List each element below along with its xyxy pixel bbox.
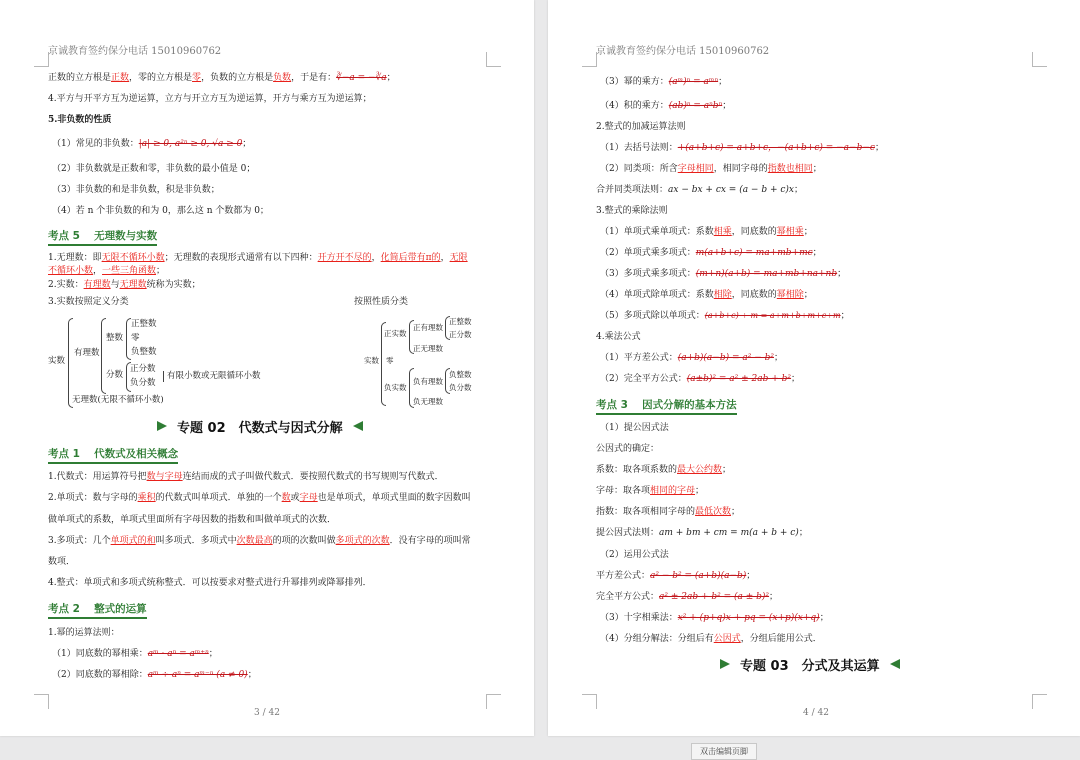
text-line: 4.乘法公式 xyxy=(596,332,641,342)
crop-mark xyxy=(486,694,501,709)
text-line: 指数：取各项相同字母的最低次数； xyxy=(596,507,741,517)
page-3: 京诚教育签约保分电话 15010960762 正数的立方根是正数，零的立方根是零，负数的立方根是负数，于是有：∛−a = −∛a； 4.平方与开平方互为逆运算，立方与开立方互为逆运算，开方与乘方互为逆运算； 5.非负数的性质 （1）常见的非负数：|a| ≥ 0, a²ⁿ ≥ 0, √a ≥ 0； （2）非负数就是正数和零，非负数的最小值是 0； （3）非负数的和是非负数，积是非负数； （4）若 n 个非负数的和为 0，那么这 n 个数都为 0； 考点 5 无理数与实数 1.无理数：即无限不循环小数；无理数的表现形式通常有以下四种：开方开不尽的，化简后带有π的，无限 不循环小数，一些三角函数； 2.实数：有理数与无理数统称为实数； 3.实数按照定义分类 按照性质分类 实数 有理数 整数 正整数 零 负整数 分数 正分数 负分数 有限小数或无限循环小数 无理数(无限不循环小数) 实数 正实数 正有理数 正整数 正分数 正无理数 零 负实数 负有理数 负整数 负分数 负无理数 专题 02 代数式与因式分解 考点 1 代数式及相关概念 1.代数式：用运算符号把数与字母连结而成的式子叫做代数式．要按照代数式的书写规则写代数式． 2.单项式：数与字母的乘积的代数式叫单项式．单独的一个数或字母也是单项式，单项式里面的数字因数叫 做单项式的系数，单项式里面所有字母因数的指数和叫做单项式的次数． 3.多项式：几个单项式的和叫多项式．多项式中次数最高的项的次数叫做多项式的次数．没有字母的项叫常 数项． 4.整式：单项式和多项式统称整式．可以按要求对整式进行升幂排列或降幂排列． 考点 2 整式的运算 1.幂的运算法则： （1）同底数的幂相乘：aᵐ · aⁿ = aᵐ⁺ⁿ； （2）同底数的幂相除：aᵐ ÷ aⁿ = aᵐ⁻ⁿ (a ≠ 0)； 3 / 42 xyxy=(0,0,534,736)
topic-title: 专题 02 代数式与因式分解 xyxy=(157,417,363,436)
text-line: 字母：取各项相同的字母； xyxy=(596,486,705,496)
crop-mark xyxy=(582,52,597,67)
text-line: 系数：取各项系数的最大公约数； xyxy=(596,465,732,475)
text-line: （1）单项式乘单项式：系数相乘，同底数的幂相乘； xyxy=(600,227,813,237)
edit-footer-tooltip[interactable]: 双击编辑页脚 xyxy=(691,743,757,760)
text-line: 5.非负数的性质 xyxy=(48,115,112,125)
text-line: 4.平方与开平方互为逆运算，立方与开立方互为逆运算，开方与乘方互为逆运算； xyxy=(48,94,372,104)
text-line: 1.无理数：即无限不循环小数；无理数的表现形式通常有以下四种：开方开不尽的，化简后带有π的，无限 xyxy=(48,253,468,263)
text-line: （4）单项式除单项式：系数相除，同底数的幂相除； xyxy=(600,290,813,300)
section-heading: 考点 2 整式的运算 xyxy=(48,601,147,619)
triangle-left-icon xyxy=(890,659,900,669)
triangle-right-icon xyxy=(157,421,167,431)
text-line: 2.单项式：数与字母的乘积的代数式叫单项式．单独的一个数或字母也是单项式，单项式里面的数字因数叫 xyxy=(48,493,471,503)
text-line: 公因式的确定： xyxy=(596,444,660,454)
page-number: 4 / 42 xyxy=(803,708,829,718)
crop-mark xyxy=(582,694,597,709)
crop-mark xyxy=(1032,694,1047,709)
text-line: （4）积的乘方：(ab)ⁿ = aⁿbⁿ； xyxy=(600,101,732,111)
text-line: （1）平方差公式：(a+b)(a−b) = a² − b²； xyxy=(600,353,783,363)
text-line: 3.整式的乘除法则 xyxy=(596,206,668,216)
text-line: （2）非负数就是正数和零，非负数的最小值是 0； xyxy=(52,164,256,174)
text-line: 平方差公式：a² − b² = (a+b)(a−b)； xyxy=(596,571,756,581)
text-line: （2）完全平方公式：(a±b)² = a² ± 2ab + b²； xyxy=(600,374,801,384)
page-4 xyxy=(548,0,1080,736)
crop-mark xyxy=(486,52,501,67)
section-heading: 考点 5 无理数与实数 xyxy=(48,228,157,246)
section-heading: 考点 3 因式分解的基本方法 xyxy=(596,397,737,415)
text-line: 3.多项式：几个单项式的和叫多项式．多项式中次数最高的项的次数叫做多项式的次数．没有字母的项叫常 xyxy=(48,536,471,546)
text-line: （2）单项式乘多项式：m(a+b+c) = ma+mb+mc； xyxy=(600,248,822,258)
text-line: 提公因式法则：am + bm + cm = m(a + b + c)； xyxy=(596,528,808,538)
text-line: 正数的立方根是正数，零的立方根是零，负数的立方根是负数，于是有：∛−a = −∛a； xyxy=(48,73,396,83)
text-line: （3）多项式乘多项式：(m+n)(a+b) = ma+mb+na+nb； xyxy=(600,269,847,279)
text-line: （3）十字相乘法：x² + (p+q)x + pq = (x+p)(x+q)； xyxy=(600,613,829,623)
text-line: （1）去括号法则：+(a+b+c) = a+b+c，−(a+b+c) = −a−b−c； xyxy=(600,143,884,153)
text-line: 2.整式的加减运算法则 xyxy=(596,122,686,132)
text-line: （2）同底数的幂相除：aᵐ ÷ aⁿ = aᵐ⁻ⁿ (a ≠ 0)； xyxy=(52,670,257,680)
text-line: 1.代数式：用运算符号把数与字母连结而成的式子叫做代数式．要按照代数式的书写规则写代数式． xyxy=(48,472,444,482)
page-header: 京诚教育签约保分电话 15010960762 xyxy=(596,46,770,57)
text-line: （1）同底数的幂相乘：aᵐ · aⁿ = aᵐ⁺ⁿ； xyxy=(52,649,218,659)
text-line: 数项． xyxy=(48,557,76,567)
text-line: （4）若 n 个非负数的和为 0，那么这 n 个数都为 0； xyxy=(52,206,269,216)
crop-mark xyxy=(34,52,49,67)
text-line: 不循环小数，一些三角函数； xyxy=(48,266,166,276)
text-line: （5）多项式除以单项式：(a+b+c) ÷ m = a÷m+b÷m+c÷m； xyxy=(600,311,850,321)
text-line: 做单项式的系数，单项式里面所有字母因数的指数和叫做单项式的次数． xyxy=(48,515,337,525)
crop-mark xyxy=(1032,52,1047,67)
page-number: 3 / 42 xyxy=(254,708,280,718)
section-heading: 考点 1 代数式及相关概念 xyxy=(48,446,178,464)
topic-title: 专题 03 分式及其运算 xyxy=(720,655,900,674)
text-line: （3）非负数的和是非负数，积是非负数； xyxy=(52,185,220,195)
text-line: 4.整式：单项式和多项式统称整式．可以按要求对整式进行升幂排列或降幂排列． xyxy=(48,578,372,588)
text-line: 完全平方公式：a² ± 2ab + b² = (a ± b)²； xyxy=(596,592,779,602)
triangle-right-icon xyxy=(720,659,730,669)
text-line: 3.实数按照定义分类 xyxy=(48,297,129,307)
text-line: （2）运用公式法 xyxy=(600,550,669,560)
text-line: 1.幂的运算法则： xyxy=(48,628,120,638)
text-line: （1）常见的非负数：|a| ≥ 0, a²ⁿ ≥ 0, √a ≥ 0； xyxy=(52,139,252,149)
page-header: 京诚教育签约保分电话 15010960762 xyxy=(48,46,222,57)
triangle-left-icon xyxy=(353,421,363,431)
text-line: 合并同类项法则：ax − bx + cx = (a − b + c)x； xyxy=(596,185,804,195)
text-line: （3）幂的乘方：(aᵐ)ⁿ = aᵐⁿ； xyxy=(600,77,728,87)
text-line: （1）提公因式法 xyxy=(600,423,669,433)
crop-mark xyxy=(34,694,49,709)
text-line: 2.实数：有理数与无理数统称为实数； xyxy=(48,280,201,290)
text-line: （2）同类项：所含字母相同，相同字母的指数也相同； xyxy=(600,164,822,174)
text-line: 按照性质分类 xyxy=(354,297,409,307)
text-line: （4）分组分解法：分组后有公因式，分组后能用公式． xyxy=(600,634,822,644)
